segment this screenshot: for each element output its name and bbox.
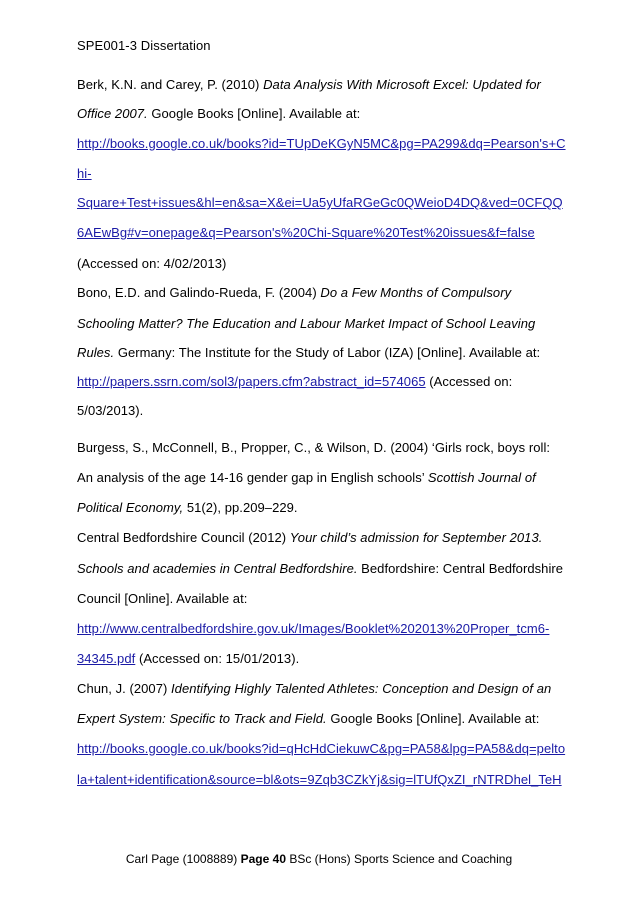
reference-link[interactable]: la+talent+identification&source=bl&ots=9Zqb3CZkYj&sig=lTUfQxZI_rNTRDhel_TeH [77,772,562,787]
reference-cbc-line-1 [77,530,542,545]
ref-title: Your child’s admission for September 2013. [289,530,543,545]
reference-link[interactable]: hi- [77,166,92,181]
ref-text: Bono, E.D. and Galindo-Rueda, F. (2004) [77,285,321,300]
ref-title: Rules. [77,345,115,360]
ref-text: Bedfordshire: Central Bedfordshire [357,561,564,576]
reference-berk-url-1 [77,136,566,151]
reference-berk-accessed: (Accessed on: 4/02/2013) [77,256,227,271]
reference-bono-line-3 [77,345,540,360]
ref-title: Identifying Highly Talented Athletes: Conception and Design of an [171,681,552,696]
ref-title: Office 2007. [77,106,148,121]
ref-title: Schools and academies in Central Bedfordshire. [77,561,358,576]
reference-chun-url-1 [77,741,565,756]
reference-link[interactable]: http://papers.ssrn.com/sol3/papers.cfm?abstract_id=574065 [77,374,426,389]
reference-burgess-line-1: Burgess, S., McConnell, B., Propper, C., & Wilson, D. (2004) ‘Girls rock, boys roll: [77,440,551,455]
ref-title: Political Economy, [77,500,184,515]
reference-berk-line-2 [77,106,360,121]
ref-title: Expert System: Specific to Track and Field. [77,711,327,726]
reference-berk-url-2 [77,166,92,181]
ref-text: (Accessed on: [425,374,513,389]
ref-text: Berk, K.N. and Carey, P. (2010) [77,77,264,92]
reference-chun-line-2 [77,711,539,726]
ref-title: Scottish Journal of [427,470,536,485]
footer-author: Carl Page (1008889) [125,852,241,866]
reference-link[interactable]: 6AEwBg#v=onepage&q=Pearson's%20Chi-Square%20Test%20issues&f=false [77,225,535,240]
reference-link[interactable]: http://books.google.co.uk/books?id=TUpDeKGyN5MC&pg=PA299&dq=Pearson's+C [77,136,566,151]
ref-text: Germany: The Institute for the Study of Labor (IZA) [Online]. Available at: [114,345,541,360]
page-header: SPE001-3 Dissertation [77,38,211,53]
ref-text: Google Books [Online]. Available at: [147,106,361,121]
ref-text: Google Books [Online]. Available at: [326,711,540,726]
reference-cbc-line-3: Council [Online]. Available at: [77,591,248,606]
reference-cbc-line-2 [77,561,563,576]
reference-chun-line-1 [77,681,551,696]
ref-title: Data Analysis With Microsoft Excel: Updated for [263,77,541,92]
page-footer [0,852,638,866]
ref-text: 51(2), pp.209–229. [183,500,298,515]
reference-cbc-url-1 [77,621,549,636]
ref-text: Chun, J. (2007) [77,681,172,696]
reference-berk-url-4 [77,225,535,240]
reference-cbc-line-5 [77,651,299,666]
footer-course: BSc (Hons) Sports Science and Coaching [286,852,513,866]
reference-berk-line-1 [77,77,541,92]
ref-text: An analysis of the age 14-16 gender gap in English schools’ [77,470,428,485]
reference-link[interactable]: http://www.centralbedfordshire.gov.uk/Images/Booklet%202013%20Proper_tcm6- [77,621,550,636]
reference-link[interactable]: http://books.google.co.uk/books?id=qHcHdCiekuwC&pg=PA58&lpg=PA58&dq=pelto [77,741,566,756]
ref-text: Central Bedfordshire Council (2012) [77,530,290,545]
reference-burgess-line-2 [77,470,536,485]
reference-bono-line-5: 5/03/2013). [77,403,144,418]
page-number: Page 40 [240,852,286,866]
reference-berk-url-3 [77,195,563,210]
reference-bono-line-4 [77,374,512,389]
reference-chun-url-2 [77,772,562,787]
reference-bono-line-2: Schooling Matter? The Education and Labour Market Impact of School Leaving [77,316,536,331]
reference-link[interactable]: Square+Test+issues&hl=en&sa=X&ei=Ua5yUfaRGeGc0QWeioD4DQ&ved=0CFQQ [77,195,563,210]
ref-title: Do a Few Months of Compulsory [320,285,512,300]
reference-link[interactable]: 34345.pdf [77,651,136,666]
reference-bono-line-1 [77,285,511,300]
reference-burgess-line-3 [77,500,298,515]
ref-text: (Accessed on: 15/01/2013). [135,651,300,666]
